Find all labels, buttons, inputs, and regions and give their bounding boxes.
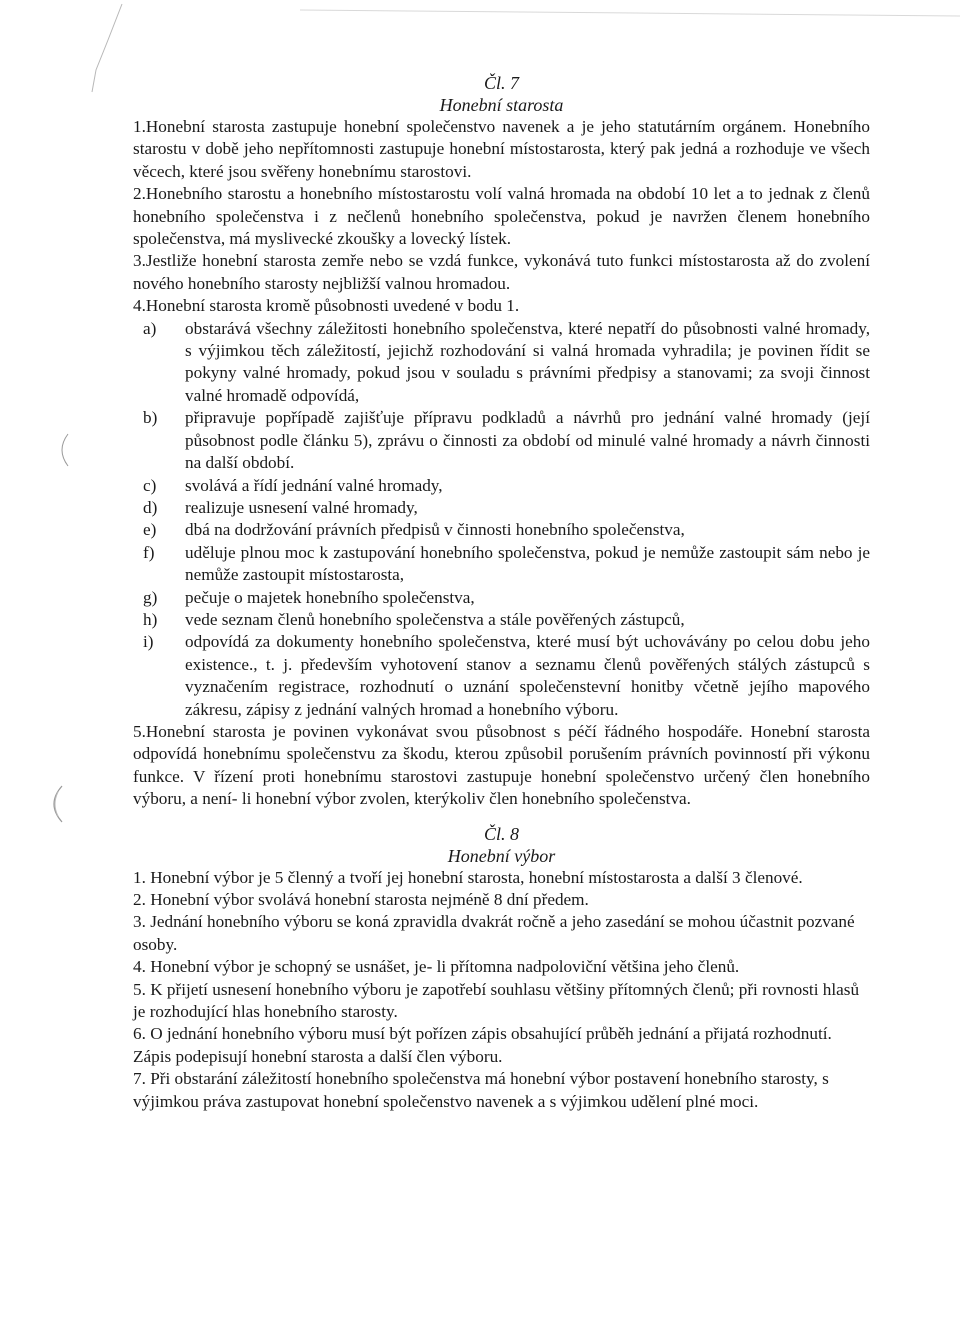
section-8-point: 4. Honební výbor je schopný se usnášet, je- li přítomna nadpoloviční většina jeho členů. (133, 957, 740, 977)
list-item-letter: a) (143, 318, 157, 338)
section-8-point: 3. Jednání honebního výboru se koná zpravidla dvakrát ročně a jeho zasedání se mohou účastnit pozvané osoby. (133, 912, 855, 954)
scan-pencil-stroke (50, 0, 130, 100)
document-page (133, 72, 870, 1113)
list-item-text: vede seznam členů honebního společenstva a stále pověřených zástupců, (185, 609, 685, 629)
list-item-letter: c) (143, 475, 157, 495)
list-item-text: připravuje popřípadě zajišťuje přípravu podkladů a návrhů pro jednání valné hromady (její působnost podle článku 5), zprávu o činnosti za období od minulé valné hromady a návrh činnosti na další období. (185, 408, 870, 473)
scan-top-rule (300, 2, 960, 22)
list-item-letter: h) (143, 609, 158, 629)
list-item-text: pečuje o majetek honebního společenstva, (185, 587, 475, 607)
list-item-text: realizuje usnesení valné hromady, (185, 497, 418, 517)
section-8-title: Honební výbor (447, 845, 556, 866)
list-item-letter: b) (143, 408, 158, 428)
list-item-letter: i) (143, 632, 154, 652)
list-item (143, 318, 870, 408)
section-7-paragraph-5: 5.Honební starosta je povinen vykonávat svou působnost s péčí řádného hospodáře. Honební starosta odpovídá honebnímu společenstvu za škodu, kterou způsobil porušením právních povinností při výkonu funkce. V řízení proti honebnímu starostovi zastupuje honební společenstvo určený člen honebního výboru, a není- li honební výbor zvolen, kterýkoliv člen honebního společenstva. (133, 721, 870, 809)
list-item (143, 497, 870, 519)
list-item-text: dbá na dodržování právních předpisů v činnosti honebního společenstva, (185, 520, 685, 540)
list-item-text: obstarává všechny záležitosti honebního společenstva, které nepatří do působnosti valné hromady, s výjimkou těch záležitostí, jejichž rozhodování si valná hromada vyhradila; je povinen řídit se pokyny valné hromady, pokud jsou v souladu s právními předpisy a stanovami; za svoji činnost valné hromadě odpovídá, (185, 318, 870, 405)
section-8 (133, 823, 870, 1113)
section-8-point: 5. K přijetí usnesení honebního výboru je zapotřebí souhlasu většiny přítomných členů; při rovnosti hlasů je rozhodující hlas honebního starosty. (133, 979, 860, 1022)
section-8-point: 6. O jednání honebního výboru musí být pořízen zápis obsahující průběh jednání a přijatá rozhodnutí. Zápis podepisují honební starosta a další člen výboru. (133, 1024, 832, 1066)
list-item-text: uděluje plnou moc k zastupování honebního společenstva, pokud je nemůže zastoupit sám nebo je nemůže zastoupit místostarosta, (185, 542, 870, 585)
list-item-text: odpovídá za dokumenty honebního společenstva, které musí být uchovávány po celou dobu jeho existence., t. j. především vyhotovení stanov a seznamu členů pověřených stálých zástupců s vyznačením registrace, rozhodnutí o uznání společenstevní honitby včetně jejího mapového zákresu, zápisy z jednání valných hromad a honebního výboru. (185, 632, 870, 719)
list-item-letter: e) (143, 520, 157, 540)
section-8-number: Čl. 8 (483, 823, 519, 844)
section-7-duties-list (133, 318, 870, 721)
list-item (143, 542, 870, 587)
list-item (143, 475, 870, 497)
section-7-number: Čl. 7 (483, 73, 519, 93)
section-8-point: 7. Při obstarání záležitostí honebního společenstva má honební výbor postavení honebního starosty, s výjimkou práva zastupovat honební společenstvo navenek a s výjimkou udělení plné moci. (133, 1069, 829, 1111)
section-8-point: 1. Honební výbor je 5 členný a tvoří jej honební starosta, honební místostarosta a další 3 členové. (133, 867, 803, 887)
section-8-point: 2. Honební výbor svolává honební starosta nejméně 8 dní předem. (133, 890, 589, 909)
list-item (143, 407, 870, 474)
punch-hole-upper (52, 430, 72, 470)
section-7-title: Honební starosta (439, 95, 564, 115)
list-item (143, 631, 870, 721)
section-7-paragraph-3: 3.Jestliže honební starosta zemře nebo se vzdá funkce, vykonává tuto funkci místostarosta až do zvolení nového honebního starosty nejbližší valnou hromadou. (133, 251, 870, 293)
list-item-letter: g) (143, 587, 158, 607)
list-item-letter: d) (143, 497, 158, 517)
list-item (143, 587, 870, 609)
punch-hole-lower (44, 782, 66, 826)
list-item-letter: f) (143, 542, 155, 562)
section-7-paragraph-2: 2.Honebního starostu a honebního místostarostu volí valná hromada na období 10 let a to jednak z členů honebního společenstva i z nečlenů honebního společenstva, pokud je navržen členem honebního společenstva, má myslivecké zkoušky a lovecký lístek. (133, 184, 870, 249)
list-item-text: svolává a řídí jednání valné hromady, (185, 475, 443, 495)
list-item (143, 519, 870, 541)
section-7-paragraph-4: 4.Honební starosta kromě působnosti uvedené v bodu 1. (133, 296, 520, 316)
list-item (143, 609, 870, 631)
section-7-paragraph-1: 1.Honební starosta zastupuje honební společenstvo navenek a je jeho statutárním orgánem. Honebního starostu v době jeho nepřítomnosti zastupuje honební místostarosta, který pak jedná a rozhoduje ve všech věcech, které jsou svěřeny honebnímu starostovi. (133, 117, 870, 181)
